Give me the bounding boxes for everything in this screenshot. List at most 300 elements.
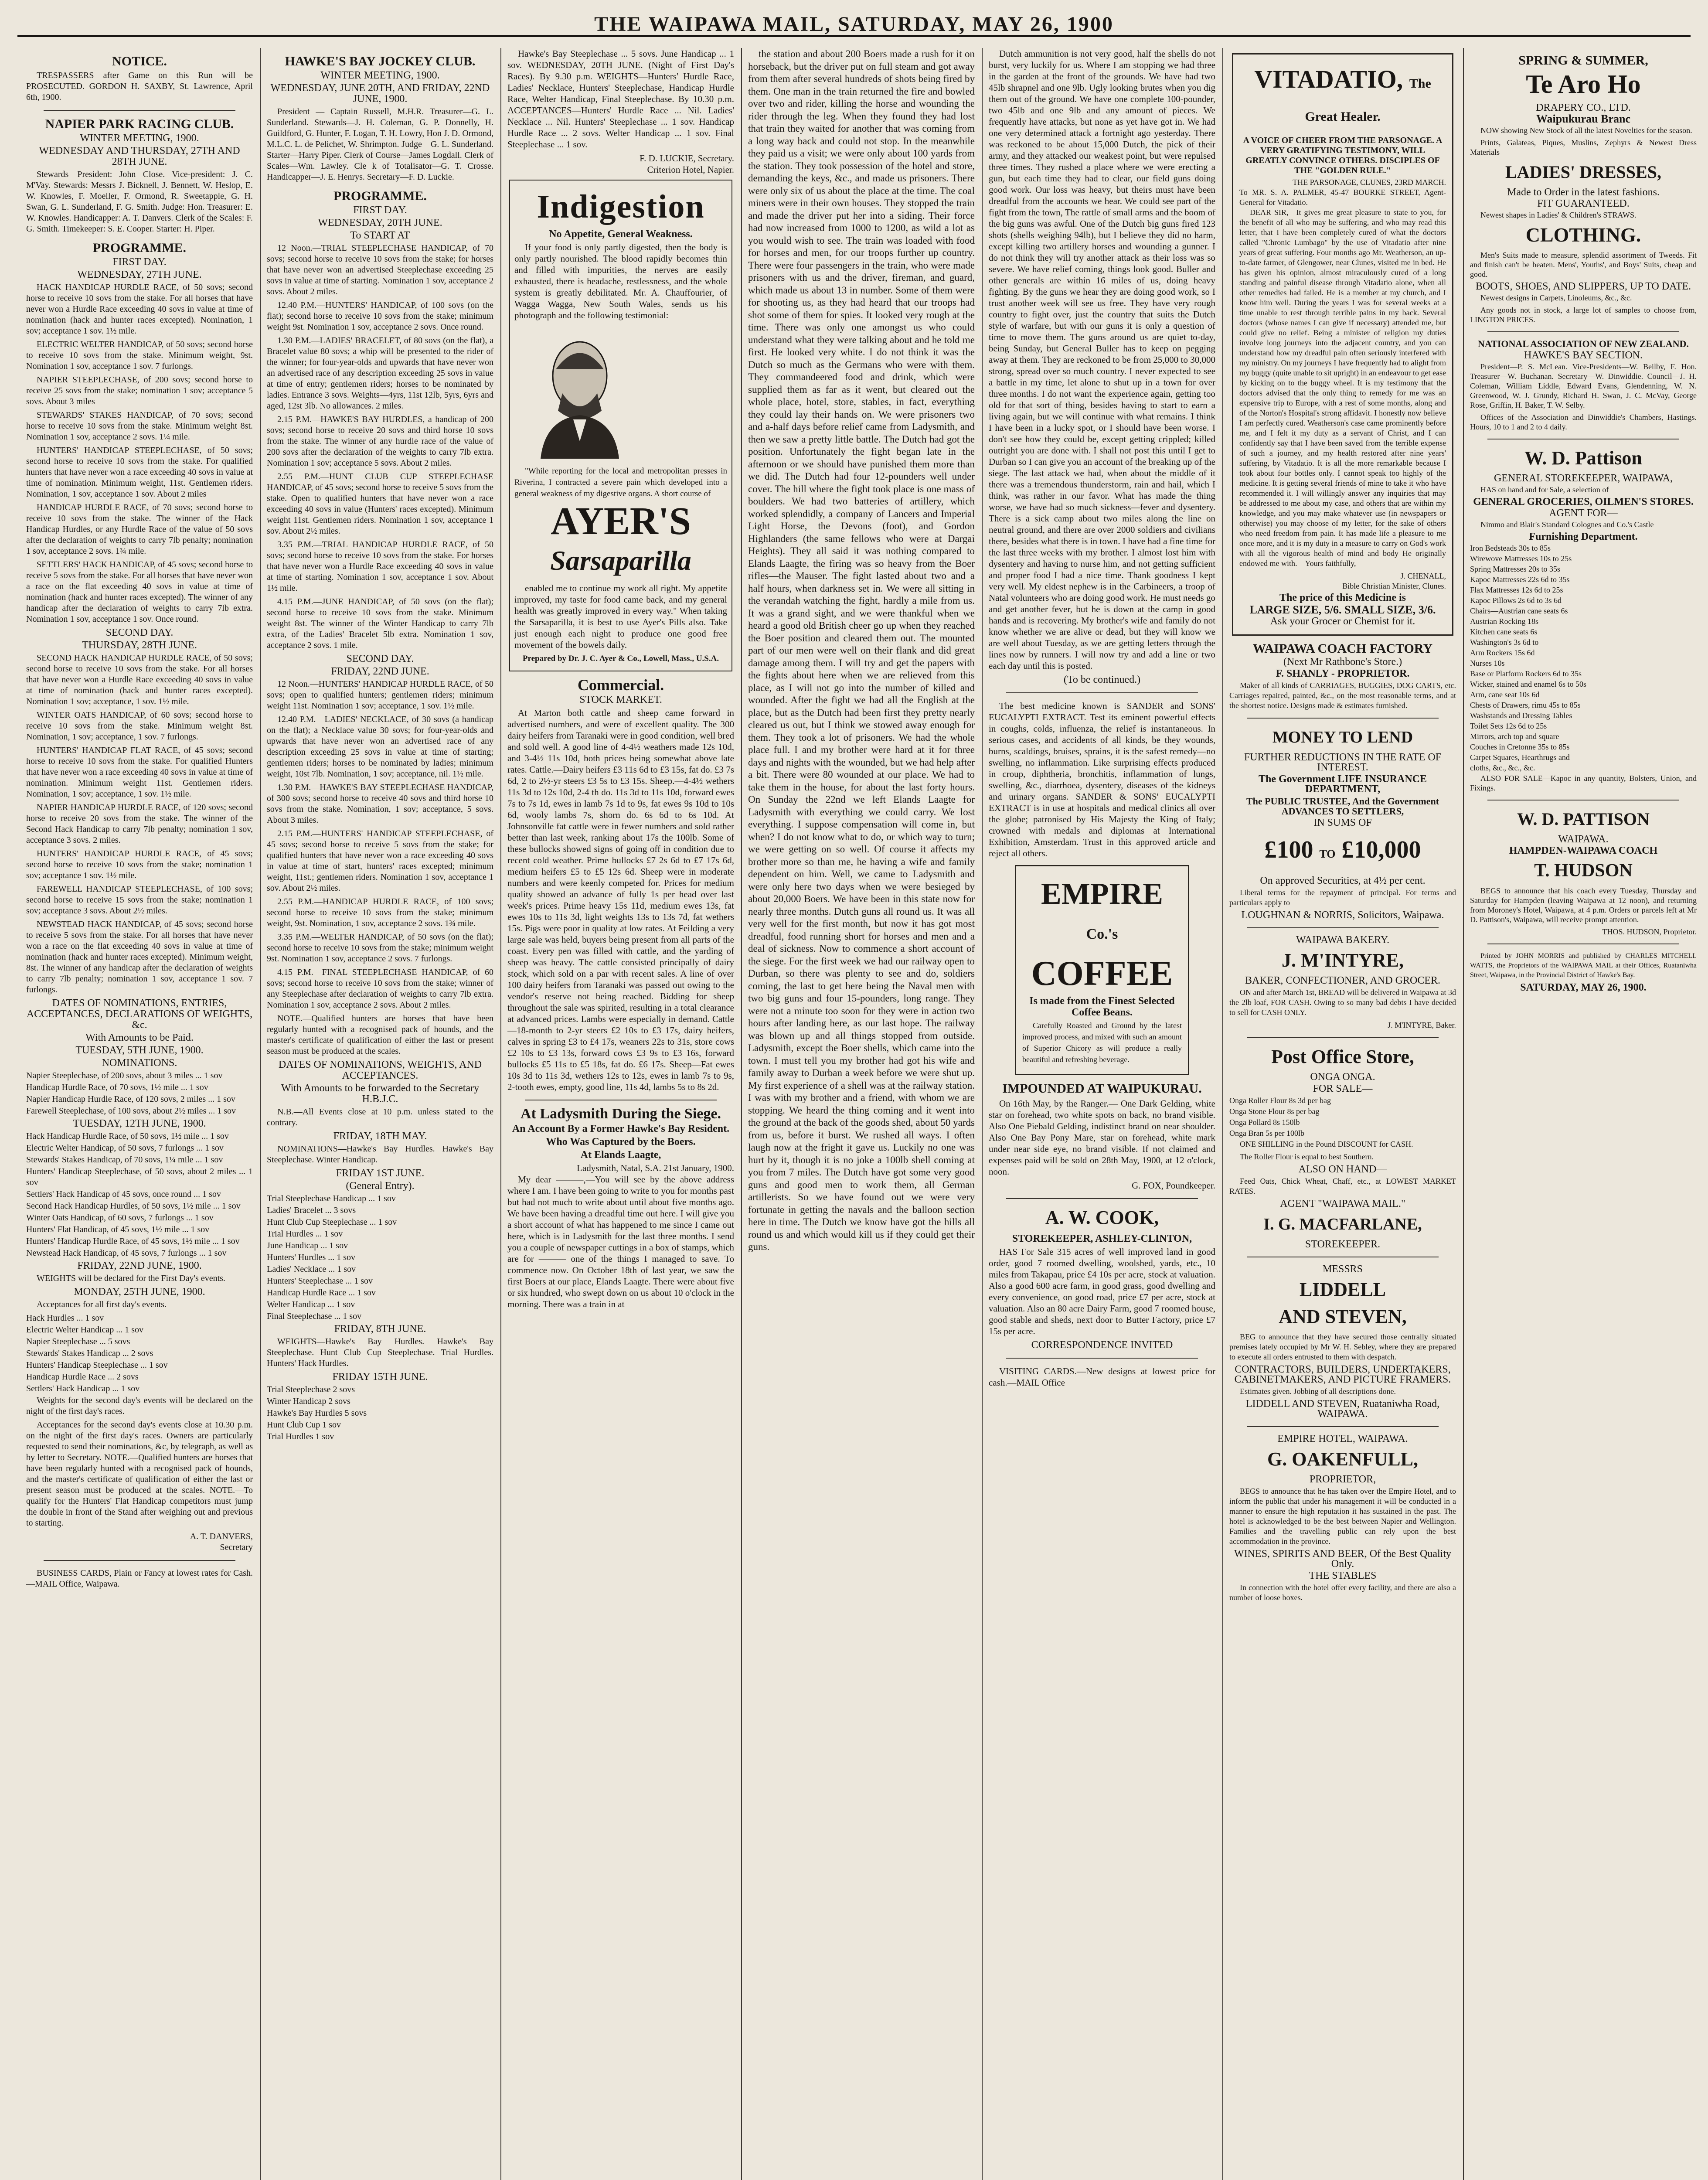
- first-day-date: WEDNESDAY, 27TH JUNE.: [77, 269, 202, 280]
- divider: [44, 1560, 235, 1561]
- liddell-text: BEG to announce that they have secured those centrally situated premises lately occupied by Mr W. H. Sebley, where they are prepared to execute all orders entrusted to them with despatch.: [1229, 1332, 1456, 1361]
- contractors: CONTRACTORS, BUILDERS, UNDERTAKERS, CABINETMAKERS, AND PICTURE FRAMERS.: [1234, 1364, 1451, 1385]
- list-item: Washstands and Dressing Tables: [1470, 711, 1572, 720]
- column-4: [748, 48, 975, 2180]
- empire-hotel: EMPIRE HOTEL, WAIPAWA.: [1277, 1433, 1408, 1444]
- pattison: W. D. Pattison: [1524, 447, 1642, 469]
- list-item: Hunters' Steeplechase ... 1 sov: [267, 1276, 373, 1286]
- ayers-advert: [509, 180, 732, 671]
- accept-list: [26, 1313, 253, 1394]
- column-rule: [1463, 48, 1464, 2180]
- list-item: Welter Handicap ... 1 sov: [267, 1300, 355, 1309]
- liddell: LIDDELL: [1299, 1279, 1386, 1300]
- for-sale: FOR SALE—: [1313, 1083, 1373, 1094]
- list-item: Newstead Hack Handicap, of 45 sovs, 7 furlongs ... 1 sov: [26, 1248, 227, 1258]
- portrait-illustration: [514, 328, 645, 459]
- race-item: 3.35 P.M.—TRIAL HANDICAP HURDLE RACE, of 50 sovs; second horse to receive 10 sovs from the stake. For horses that have never won a Hurdle Race exceeding 40 sovs in value at time of starting. Nomination 1 sov, acceptance 1 sov. About 1½ mile.: [267, 540, 493, 593]
- govt: The Government LIFE INSURANCE DEPARTMENT,: [1258, 773, 1427, 795]
- terms: Liberal terms for the repayment of principal. For terms and particulars apply to: [1229, 888, 1456, 907]
- dates-sub: With Amounts to be Paid.: [85, 1032, 194, 1043]
- stables-text: In connection with the hotel offer every facility, and there are also a number of loose boxes.: [1229, 1583, 1456, 1602]
- trustee: The PUBLIC TRUSTEE, And the Government ADVANCES TO SETTLERS,: [1246, 796, 1439, 817]
- list-item: Wirewove Mattresses 10s to 25s: [1470, 554, 1572, 563]
- ladysmith-title: At Ladysmith During the Siege.: [521, 1106, 721, 1122]
- sums: IN SUMS OF: [1313, 817, 1372, 828]
- sanders-text: The best medicine known is SANDER and SONS' EUCALYPTI EXTRACT. Test its eminent powerful effects in coughs, colds, influenza, the relief is instantaneous. In serious cases, and accidents of all kinds, be they wounds, burns, scaldings, bruises, sprains, it is the safest remedy—no swelling, no inflammation. Like surprising effects produced in croup, diphtheria, bronchitis, inflammation of lungs, swelling, &c., diarrhoea, dysentery, diseases of the kidneys and urinary organs. SANDER & SONS' EUCALYPTI EXTRACT is in use at hospitals and medical clinics all over the globe; patronised by His Majesty the King of Italy; crowned with medals and diplomas at International Exhibition, Amsterdam. Trust in this approved article and reject all others.: [989, 701, 1215, 858]
- second-day-date: THURSDAY, 28TH JUNE.: [82, 640, 197, 651]
- hudson: T. HUDSON: [1534, 861, 1633, 881]
- ladysmith-sub: An Account By a Former Hawke's Bay Resident.: [512, 1123, 730, 1134]
- accept-list: [267, 1384, 493, 1442]
- list-item: Chests of Drawers, rimu 45s to 85s: [1470, 701, 1581, 709]
- programme-title: PROGRAMME.: [333, 189, 427, 203]
- race-item: 4.15 P.M.—FINAL STEEPLECHASE HANDICAP, of 60 sovs; second horse to receive 10 sovs from the stake; winner of any Steeplechase after declaration of weights to carry 7lb extra. Nomination 1 sov, acceptance 2 sovs. About 2 miles.: [267, 967, 493, 1010]
- elands: At Elands Laagte,: [580, 1149, 661, 1161]
- list-item: Onga Stone Flour 8s per bag: [1229, 1107, 1320, 1116]
- list-item: Austrian Rocking 18s: [1470, 617, 1538, 626]
- column-7: [1470, 48, 1697, 2180]
- list-item: Winter Handicap 2 sovs: [267, 1397, 350, 1406]
- list-item: Trial Steeplechase Handicap ... 1 sov: [267, 1194, 396, 1203]
- race-item: 2.55 P.M.—HANDICAP HURDLE RACE, of 100 sovs; second horse to receive 10 sovs from the stake; minimum weight, 9st. Nomination, 1 sov, acceptance 2 sovs. 1¾ mile.: [267, 897, 493, 928]
- list-item: Kitchen cane seats 6s: [1470, 627, 1538, 636]
- second-day: SECOND DAY.: [346, 653, 414, 664]
- nom-list: [267, 1193, 493, 1322]
- list-item: Iron Bedsteads 30s to 85s: [1470, 544, 1551, 552]
- list-item: Hunters' Flat Handicap, of 45 sovs, 1½ mile ... 1 sov: [26, 1225, 210, 1234]
- column-6: [1229, 48, 1456, 2180]
- second-day-date: FRIDAY, 22ND JUNE.: [331, 666, 429, 677]
- list-item: Hawke's Bay Hurdles 5 sovs: [267, 1408, 367, 1418]
- napier-dates: WEDNESDAY AND THURSDAY, 27TH AND 28TH JUNE.: [39, 145, 240, 167]
- list-item: Hack Hurdles ... 1 sov: [26, 1313, 104, 1323]
- onga: ONGA ONGA.: [1310, 1071, 1375, 1083]
- to-word: TO: [1319, 848, 1336, 860]
- offices: Offices of the Association and Dinwiddie's Chambers, Hastings. Hours, 10 to 1 and 2 to 4 daily.: [1470, 413, 1697, 431]
- ad-address: Criterion Hotel, Napier.: [647, 164, 734, 175]
- list-item: Trial Steeplechase 2 sovs: [267, 1385, 355, 1394]
- imprint: Printed by JOHN MORRIS and published by CHARLES MITCHELL WATTS, the Proprietors of the WAIPAWA MAIL at their Offices, Ruataniwha Street, Waipawa, in the Provincial District of Hawke's Bay.: [1470, 952, 1697, 979]
- furnishing: Furnishing Department.: [1529, 531, 1638, 542]
- empire-coffee-advert: [1015, 865, 1189, 1075]
- first-day: FIRST DAY.: [112, 256, 167, 268]
- list-item: Second Hack Handicap Hurdles, of 50 sovs, 1½ mile ... 1 sov: [26, 1201, 241, 1211]
- list-item: Trial Hurdles 1 sov: [267, 1432, 334, 1441]
- friday3: FRIDAY, 8TH JUNE.: [334, 1323, 426, 1335]
- list-item: Arm, cane seat 10s 6d: [1470, 690, 1540, 699]
- hbjc-title: HAWKE'S BAY JOCKEY CLUB.: [285, 54, 476, 68]
- national: NATIONAL ASSOCIATION OF NEW ZEALAND.: [1478, 338, 1689, 349]
- article-text: the station and about 200 Boers made a rush for it on horseback, but the driver put on full steam and got away from them after several hundreds of shots being fired by them. One man in the train returned the fire and bowled over two and rider, killing the horse and wounding the rider through the leg. When they found they had lost that train they waited for another that was coming from a long way back and could not stop. In the meanwhile they paid us a visit; we were only about 100 yards from the station. They took possession of the hotel and store, demanding the keys, &c., and made us prisoners. There were only six of us about the place at the time. The coal miners were in their own houses. They stopped the train and made the driver put her into a siding. Their force had now increased from 1000 to 1200, as wild a lot as you would wish to see. The train was loaded with food for horses and men, for our troops further up country. There were four passengers in the train, who were made prisoners with us and the driver, fireman, and guard, which made us about 13 in number. Some of them were for shooting us, as they had heard that our troops had shot some of them for spies. It looked very rough at the time. There was only one amongst us who could understand what they were talking about and he told me first. He looked very white. I do not think it was the Dutch so much as the Germans who were with them. They commandeered food and drink, which were supplied them as far as it went, but cleared out the whole place, hotel, store, stables, in fact, everything they could lay their hands on. We were prisoners two and a-half days before relief came from Ladysmith, and then we saw a pretty little battle. The Dutch had got the position. Unfortunately the fight began late in the afternoon or we should have punished them more than we did. The Dutch had four 12-pounders well under cover. The hill where the fight took place is one mass of boulders. We had two batteries of artillery, which worked splendidly, a company of Lancers and Imperial Light Horse, the Devons (foot), and Gordon Highlanders (the same fellows who were at Dargai Heights). They all said it was nothing compared to Elands Laagte, the firing was so heavy from the Boer rifles—the Mauser. The fight lasted about two and a half hours, when darkness set in. We were all sitting in the verandah watching the fight, hardly a mile from us. It was a grand sight, and we were thankful when we heard a good old British cheer go up when they reached the Boer position and cleared them out. The mounted part of our men were well on their flank and did great damage among them. I will try and get the papers with the fights about here when we are relieved from this place, as I will not go into the number of killed and wounded. After the fight we had all the English at the place, but as the Dutch had been first they pretty nearly cleared us out, but I think we stowed away enough for them. They took a lot of prisoners. We had the whole place full. I and my brother were hard at it for three days and nights with the wounded, but we had help after a bit. There were 80 wounded at our place. We had to take them in the house, for about the last forty hours. On Sunday the 22nd we left Elands Laagte for Ladysmith with everything we could carry. We lost everything. I suppose compensation will come in, but when? I do not know what to do, or which way to turn; we were getting on so well. Of course it affects my brother more so than me, he having a wife and family dependent on him. Well, we came to Ladysmith and were only here two days when we were besieged by about 20,000 Boers. We have been in this state now for nearly three months. Dutch guns all round us. It was all very well for the first month, but now it has got most dreadful, food running short for horses and men and a deal of sickness. Now to commence a short account of the siege. For the first week we had our railway open to Durban, so there was plenty to see and do, soldiers coming, the last to get here being the Naval men with two big guns and four 15-pounders, long range. They were not a minute too soon for they were in action two hours after landing here, as our last hope. The railway was blown up and all things stopped from outside. Ladysmith, except the Boer shells, which came into the town. I must tell you my brother had got his wife and family away to Durban a week before we were shut up. My first experience of a shell was at the railway station. I was with my brother and a friend, with whom we are stopping. We heard the thing coming and it went into the ground at the back of the goods shed, about 50 yards from us, before it burst. We rushed all ways. I often laugh now at the fright it gave us. Luckily no one was hurt by it, though it is no joke a 100lb shell coming at you from 7 miles. The Dutch have got some very good guns and good men to work them, all German artillerists. So we have found out we were very fortunate in getting the navals and the balloon section here in time. The Dutch we know have got the hills all round us and which would kill us if they could get their guns.: [748, 48, 975, 1252]
- hampden: HAMPDEN-WAIPAWA COACH: [1509, 845, 1658, 856]
- nom-list: [26, 1070, 253, 1117]
- column-rule: [500, 48, 501, 2180]
- coffee-made: Is made from the Finest Selected Coffee Beans.: [1029, 995, 1175, 1018]
- race-item: NAPIER STEEPLECHASE, of 200 sovs; second horse to receive 25 sovs from the stake; nomination 1 sov; acceptance 5 sovs. About 3 miles: [26, 375, 253, 406]
- race-item: HANDICAP HURDLE RACE, of 70 sovs; second horse to receive 10 sovs from the stake. The winner of the Hack Handicap Hurdles, or any Hurdle Race of the value of 50 sovs after the declaration of weights to carry 7lb penalty; nomination 1 sov, acceptance 2 sovs. 1¾ mile.: [26, 503, 253, 556]
- mintyre-sub: BAKER, CONFECTIONER, AND GROCER.: [1245, 975, 1441, 986]
- race-item: ELECTRIC WELTER HANDICAP, of 50 sovs; second horse to receive 10 sovs from the stake. Minimum weight, 9st. Nomination 1 sov, acceptance 1 sov. 7 furlongs.: [26, 340, 253, 371]
- divider: [1247, 1426, 1439, 1427]
- notice-text: TRESPASSERS after Game on this Run will be PROSECUTED. GORDON H. SAXBY, St. Lawrence, April 6th, 1900.: [26, 71, 253, 102]
- one-shilling: ONE SHILLING in the Pound DISCOUNT for CASH.: [1240, 1140, 1413, 1148]
- column-rule: [1222, 48, 1223, 2180]
- list-item: Napier Steeplechase, of 200 sovs, about 3 miles ... 1 sov: [26, 1071, 223, 1080]
- divider: [1247, 718, 1439, 719]
- rules-text: Acceptances for the second day's events close at 10.30 p.m. on the night of the first day's races. Owners are particularly requested to send their nominations, &c, by telegraph, as well as by letter to Secretary. NOTE.—Qualified hunters are horses that have been regularly hunted with a recognised pack of hounds, and the master's certificate of qualification of either the last or present season must be produced at the scales. NOTE.—To qualify for the Hunters' Flat Handicap competitors must jump the double in front of the Stand after weighing out and previous to starting.: [26, 1420, 253, 1528]
- hbjc-dates: WEDNESDAY, JUNE 20TH, AND FRIDAY, 22ND JUNE, 1900.: [270, 82, 490, 105]
- column-5: [989, 48, 1215, 2180]
- showing: NOW showing New Stock of all the latest Novelties for the season.: [1480, 126, 1692, 135]
- steven: AND STEVEN,: [1279, 1306, 1407, 1327]
- list-item: Hunters' Handicap Hurdle Race, of 45 sovs, 1½ mile ... 1 sov: [26, 1236, 240, 1246]
- indigestion-sub: No Appetite, General Weakness.: [549, 228, 693, 240]
- empire-heading: [1022, 877, 1182, 952]
- also: ALSO ON HAND—: [1298, 1164, 1387, 1175]
- column-rule: [982, 48, 983, 2180]
- letter-text: My dear ———,—You will see by the above address where I am. I have been going to write to you for months past but had not much to write about until about five months ago. We have been having a dreadful time out here. I will give you a short account of what has happened to me since I came out here, which is in Ladysmith for the last three months. I send you a couple of newspaper cuttings in a box of stamps, which are for ——— one of the things I managed to save. To commence now. On October 18th of last year, we saw the first Boers at our place, Elands Laagte. There were about five or six hundred, who swept down on us about 10 o'clock in the morning. There was a train in at: [507, 1174, 734, 1309]
- list-item: Hunters' Handicap Steeplechase ... 1 sov: [26, 1360, 168, 1370]
- race-item: NAPIER HANDICAP HURDLE RACE, of 120 sovs; second horse to receive 20 sovs from the stake. The winner of the Second Hack Handicap to carry 7lb penalty; nomination 1 sov, acceptance 3 sovs. 2 miles.: [26, 803, 253, 845]
- race-item: 3.35 P.M.—WELTER HANDICAP, of 50 sovs (on the flat); second horse to receive 10 sovs from the stake; minimum weight 9st. Nomination 1 sov, acceptance 2 sovs. 7 furlongs.: [267, 932, 493, 964]
- roller: The Roller Flour is equal to best Southern.: [1240, 1152, 1374, 1161]
- start-label: To START AT: [350, 230, 410, 241]
- dates-sub: With Amounts to be forwarded to the Secretary H.B.J.C.: [281, 1083, 480, 1105]
- ladysmith-sub2: Who Was Captured by the Boers.: [546, 1136, 696, 1148]
- note: NOTE.—Qualified hunters are horses that have been regularly hunted with a recognised pack of hounds, and the master's certificate of qualification of either the last or present season must be produced at the scales.: [267, 1014, 493, 1056]
- race-item: 2.15 P.M.—HAWKE'S BAY HURDLES, a handicap of 200 sovs; second horse to receive 20 sovs and third horse 10 sovs from the stake. The winner of any hurdle race of the value of 200 sovs after the declaration of the weights to carry 7lb extra. Nomination 1 sov; acceptance 5 sovs. About 2 miles.: [267, 415, 493, 468]
- programme-title: PROGRAMME.: [92, 241, 187, 255]
- drapery: DRAPERY CO., LTD.: [1536, 102, 1631, 113]
- sale-list: [1229, 1096, 1456, 1138]
- list-item: Trial Hurdles ... 1 sov: [267, 1229, 343, 1239]
- list-item: Settlers' Hack Handicap ... 1 sov: [26, 1384, 140, 1393]
- list-item: Stewards' Stakes Handicap, of 70 sovs, 1¼ mile ... 1 sov: [26, 1155, 223, 1165]
- vitadatio-name: VITADATIO,: [1254, 65, 1403, 93]
- column-1: [26, 48, 253, 2180]
- agent: AGENT "WAIPAWA MAIL.": [1280, 1198, 1405, 1209]
- testimonial: "While reporting for the local and metropolitan presses in Riverina, I contracted a severe pain which developed into a general weakness of my digestive organs. A short course of: [514, 467, 727, 498]
- price-title: The price of this Medicine is: [1279, 592, 1406, 603]
- commercial-heading: Commercial.: [577, 676, 664, 694]
- general-store: GENERAL STOREKEEPER, WAIPAWA,: [1494, 473, 1673, 484]
- list-item: Arm Rockers 15s 6d: [1470, 648, 1535, 657]
- race-item: 12 Noon.—HUNTERS' HANDICAP HURDLE RACE, of 50 sovs; open to qualified hunters; gentlemen riders; minimum weight 11st. Nomination 1 sov; acceptance, 1 sov. 1½ mile.: [267, 679, 493, 711]
- approved: On approved Securities, at 4½ per cent.: [1260, 875, 1426, 886]
- messrs: MESSRS: [1322, 1264, 1363, 1275]
- waipukurau: Waipukurau Branc: [1536, 112, 1630, 125]
- nominations: NOMINATIONS—Hawke's Bay Hurdles. Hawke's Bay Steeplechase. Winter Handicap.: [267, 1144, 493, 1165]
- mintyre-sig: J. M'INTYRE, Baker.: [1388, 1021, 1456, 1029]
- list-item: Base or Platform Rockers 6d to 35s: [1470, 669, 1582, 678]
- friday4: FRIDAY 15TH JUNE.: [332, 1371, 428, 1383]
- list-item: Onga Bran 5s per 100lb: [1229, 1129, 1304, 1138]
- list-item: Handicap Hurdle Race ... 1 sov: [267, 1288, 376, 1298]
- tuesday2: TUESDAY, 12TH JUNE, 1900.: [73, 1118, 206, 1129]
- ayers-name: AYER'S: [551, 500, 691, 543]
- hbjc-continued: Hawke's Bay Steeplechase ... 5 sovs. June Handicap ... 1 sov. WEDNESDAY, 20TH JUNE. (Night of First Day's Races). By 9.30 p.m. WEIGHTS—Hunters' Hurdle Race, Ladies' Necklace, Hunters' Steeplechase, Handicap Hurdle Race, Welter Handicap, Final Steeplechase. By 10.30 p.m. ACCEPTANCES—Hunters' Hurdle Race ... Nil. Ladies' Necklace ... Nil. Hunters' Steeplechase ... 1 sov. Handicap Hurdle Race ... 2 sovs. Welter Handicap ... 1 sov. Final Steeplechase ... 1 sov.: [507, 48, 734, 150]
- loughnan: LOUGHNAN & NORRIS, Solicitors, Waipawa.: [1241, 909, 1444, 921]
- accept-note: Acceptances for all first day's events.: [37, 1300, 167, 1309]
- nominations: NOMINATIONS.: [102, 1057, 177, 1069]
- price: LARGE SIZE, 5/6. SMALL SIZE, 3/6.: [1249, 603, 1436, 616]
- list-item: cloths, &c., &c., &c.: [1470, 763, 1535, 772]
- race-item: HUNTERS' HANDICAP FLAT RACE, of 45 sovs; second horse to receive 10 sovs from the stake. For qualified Hunters that have never won a race exceeding 40 sovs in value at time of nomination. Minimum weight 11st. Gentlemen riders. Nomination, 1 sov; acceptance, 1 sov. 1½ mile.: [26, 746, 253, 799]
- impounded-title: IMPOUNDED AT WAIPUKURAU.: [1002, 1081, 1202, 1096]
- list-item: Toilet Sets 12s 6d to 25s: [1470, 722, 1547, 730]
- bakery: WAIPAWA BAKERY.: [1296, 934, 1390, 946]
- vitadatio-heading: [1239, 65, 1446, 131]
- list-item: Napier Steeplechase ... 5 sovs: [26, 1337, 130, 1346]
- oakenfull: G. OAKENFULL,: [1267, 1448, 1418, 1470]
- shapes: Newest shapes in Ladies' & Children's STRAWS.: [1480, 211, 1637, 219]
- pattison2: W. D. PATTISON: [1517, 809, 1650, 829]
- proprietor: PROPRIETOR,: [1309, 1474, 1376, 1485]
- business-cards: BUSINESS CARDS, Plain or Fancy at lowest rates for Cash.—MAIL Office, Waipawa.: [26, 1568, 253, 1589]
- stables: THE STABLES: [1309, 1570, 1377, 1581]
- list-item: Hunt Club Cup 1 sov: [267, 1420, 341, 1430]
- divider: [1487, 331, 1679, 332]
- prints: Prints, Galateas, Piques, Muslins, Zephyrs & Newest Dress Materials: [1470, 138, 1697, 157]
- weights: WEIGHTS—Hawke's Bay Hurdles. Hawke's Bay Steeplechase. Hunt Club Cup Steeplechase. Trial Hurdles. Hunters' Hack Hurdles.: [267, 1337, 493, 1368]
- money-heading: MONEY TO LEND: [1272, 728, 1413, 746]
- coffee-text: Carefully Roasted and Ground by the latest improved process, and mixed with such an amount of Superior Chicory as will produce a really beautiful and refreshing beverage.: [1022, 1021, 1182, 1064]
- list-item: Onga Roller Flour 8s 3d per bag: [1229, 1096, 1331, 1105]
- parsonage: THE PARSONAGE, CLUNES, 23RD MARCH.: [1293, 178, 1446, 187]
- list-item: Final Steeplechase ... 1 sov: [267, 1311, 362, 1321]
- race-item: 1.30 P.M.—LADIES' BRACELET, of 80 sovs (on the flat), a Bracelet value 80 sovs; a whip will be presented to the rider of the winner; for four-year-olds and upwards that have never won an advertised race of any description exceeding 25 sovs in value at time of entry; gentlemen riders; horses to be nominated by ladies. Entrance 3 sovs. Weights—4yrs, 11st 12lb, 5yrs, 6yrs and aged, 12st 3lb. No allowances. 2 miles.: [267, 336, 493, 411]
- vitadatio-signature: J. CHENALL,: [1400, 572, 1446, 580]
- list-item: Hunt Club Cup Steeplechase ... 1 sov: [267, 1217, 397, 1227]
- monday: MONDAY, 25TH JUNE, 1900.: [74, 1286, 205, 1298]
- vitadatio-role: Bible Christian Minister, Clunes.: [1342, 582, 1446, 590]
- liddell-sig: LIDDELL AND STEVEN, Ruataniwha Road, WAIPAWA.: [1245, 1398, 1440, 1420]
- empire-word: EMPIRE: [1041, 877, 1163, 911]
- list-item: Farewell Steeplechase, of 100 sovs, about 2½ miles ... 1 sov: [26, 1106, 236, 1116]
- hudson-sig: THOS. HUDSON, Proprietor.: [1602, 927, 1697, 936]
- list-item: Carpet Squares, Hearthrugs and: [1470, 753, 1570, 762]
- divider: [1006, 692, 1198, 693]
- designs: Newest designs in Carpets, Linoleums, &c., &c.: [1480, 293, 1632, 302]
- stock-market: STOCK MARKET.: [579, 694, 662, 705]
- macfarlane-sub: STOREKEEPER.: [1305, 1239, 1381, 1250]
- ad-signature: F. D. LUCKIE, Secretary.: [640, 153, 734, 164]
- officers: President—P. S. McLean. Vice-Presidents—W. Beilby, F. Hon. Treasurer—W. Buchanan. Secretary—W. Dinwiddie. Council—J. H. Coleman, William Liddle, Edward Evans, Glendenning, W. N. Greenwood, W. J. Grundy, Richard H. Swan, J. C. McVay, George Rose, Griffin, H. Baker, T. W. Selby.: [1470, 362, 1697, 409]
- race-item: FAREWELL HANDICAP STEEPLECHASE, of 100 sovs; second horse to receive 15 sovs from the stake; nomination 1 sov; acceptance 3 sovs. About 2½ miles.: [26, 884, 253, 916]
- tuesday: TUESDAY, 5TH JUNE, 1900.: [75, 1045, 204, 1056]
- shanly: F. SHANLY - PROPRIETOR.: [1276, 668, 1410, 679]
- post-office: Post Office Store,: [1271, 1046, 1414, 1067]
- list-item: Hack Handicap Hurdle Race, of 50 sovs, 1½ mile ... 1 sov: [26, 1131, 229, 1141]
- stock-text: At Marton both cattle and sheep came forward in advertised numbers, and were of excellent quality. The 300 dairy heifers from Taranaki were in good condition, well bred and sold well. A good line of 4-4½ weathers made 12s 10d, and 3-4½ 11s 10d, both prices being somewhat above late rates. Cattle.—Dairy heifers £3 11s 6d to £3 15s, fat do. £3 7s 6d, 2 to 2½-yr steers £3 5s to £3 15s. Sheep.—4-4½ wethers 11s 3d to 12s 10d, 2-4 th do. 11s 3d to 11s 10d, forward ewes 7s to 7s 1d, ewes in lamb 7s 1d to 9s, fat ewes 9s 10d to 10s 6d, wooly lambs 7s, shorn do. 6s 6d to 6s 10d. At Johnsonville fat cattle were in fewer numbers and sold rather better than last week, ranking about 17s the 100lb. Some of these bullocks showed signs of going off in condition due to recent cold weather. Prime bullocks £7 2s 6d to £7 17s 6d, medium heifers £5 to £5 12s 6d. Sheep were in moderate numbers and were keenly competed for. Prices for medium quality showed an advance of fully 1s per head over last week's prices. Prime heavy 15s 11d, medium ewes 13s, fat ewes 10s to 11s 3d, light weights 13s to 13s 7d, fat wethers 15s. Pigs were poor in quality at low rates. At Feilding a very large sale was held, buyers being present from all parts of the coast. Every pen was filled with cattle, and the yarding of sheep was heavy. The cattle consisted principally of dairy stock, which sold on a par with recent sales. A line of over 100 dairy heifers from Taranaki was passed out owing to the vendor's reserve not being reached. Bidding for sheep throughout the sale was spirited, resulting in a total clearance at advanced prices. Lambs were especially in demand. Cattle—18-month to 2-yr steers £2 10s to £3 17s, dairy heifers, calves in spring £3 to £4 17s, weaners 22s to 31s, store cows £2 10s to £3 13s, forward cows £3 9s to £3 16s, forward bullocks £5 11s to £5 18s, fat do. £6 17s. Sheep—Fat ewes 10s 3d to 11s 3d, wethers 12s to 12s, ewes in lamb 7s to 9s, 2-tooth ewes, empty, good line, 11s 4d, lambs 5s to 8s 2d.: [507, 708, 734, 1092]
- list-item: Napier Handicap Hurdle Race, of 120 sovs, 2 miles ... 1 sov: [26, 1094, 235, 1104]
- list-item: Ladies' Necklace ... 1 sov: [267, 1264, 356, 1274]
- stewards: Stewards—President: John Close. Vice-president: J. C. M'Vay. Stewards: Messrs J. Bicknell, J. Bennett, W. Heslop, E. W. Knowles, F. Moeller, F. Ormond, R. Sweetapple, G. H. Swan, G. L. Sunderland, F. G. Smith. Judge: Hon. Treasurer: E. W. Knowles. Handicapper: A. T. Danvers. Clerk of the Scales: F. G. Smith. Timekeeper: S. E. Cooper. Starter: H. Piper.: [26, 170, 253, 234]
- also-sale: ALSO FOR SALE—Kapoc in any quantity, Bolsters, Union, and Fixings.: [1470, 774, 1697, 792]
- list-item: Mirrors, arch top and square: [1470, 732, 1559, 741]
- article-text: Dutch ammunition is not very good, half the shells do not burst, very luckily for us. Where I am stopping we had three in the garden at the front of the grounds. We have had two 45lb shrapnel and one 9lb. Ugly looking brutes when you dig them out of the ground. We have one complete 100-pounder, two 45lb and one 9lb and any amount of pieces. We frequently have attacks, but none as yet have got in. We had one very determined attack a fortnight ago yesterday. There was reckoned to be about 15,000 Dutch, the pick of their army, and they attacked our weakest point, but were repulsed three times. They rushed a place where we were erecting a gun, but each time they had to clear, our field guns doing good work. Our loss was heavy, but theirs must have been dreadful from the accounts we hear. We could see part of the fight from the town, The rattle of small arms and the boom of the big guns was awful. One of the Dutch big guns fired 123 shots (shells weighing 94lb), but I believe they did no harm, except killing two artillery horses and wounding a gunner. I do not think they will try another attack as their loss was so severe. We have relief coming, things look good. Buller and other generals are within 16 miles of us, doing heavy fighting. By the guns we hear they are doing good work, so I trust another week will see us free. They have very rough country to fight over, just the country that suits the Dutch style of warfare, but with our guns it is only a question of time to move them. The guns around us are quiet to-day, being Sunday, but General Buller has to keep on pegging away at them. They are reckoned to be from 25,000 to 30,000 strong, spread over so much country. I never expected to see a battle in my time, let alone to shut up in a town for over three months. I do not want the experience again, getting too old for that sort of thing, besides having to start to earn a living again, but we will continue with what remains. I think I have been in a lucky spot, or I should have been worse. I don't see how they could be, except getting crippled; killed outright you are done with. I shall not post this until I get to Durban so I can give you an account of the breaking up of the siege. The last attack we had, when about the middle of it there was a tremendous thunderstorm, rain and hail, which I think, was rather in our favor. What has made the thing worse, we have had so much sickness—fever and dysentery. There is a sick camp about two miles along the line on neutral ground, and there are over 2000 soldiers and civilians there, besides what there is in town. I have had a fine time for the last three weeks with my brother. I almost lost him with dysentery and having to nurse him, and not getting sufficient and proper food I had a nice time. Thank goodness I kept very well. My eldest nephew is in the Carbineers, a troop of Natal volunteers who are doing good work. He must needs go and get another fever, but he is down at the camp in good hands and is recovering. My brother's wife and family do not know whether we are alive or dead, but they will know we are well about Tuesday, as we are getting letters through the lines now by runners. I will now try and add a line or two each day until this is posted.: [989, 48, 1215, 671]
- race-item: WINTER OATS HANDICAP, of 60 sovs; second horse to receive 10 sovs from the stake. Minimum weight 8st. Nomination, 1 sov; acceptance, 1 sov. 7 furlongs.: [26, 710, 253, 742]
- list-item: Electric Welter Handicap, of 50 sovs, 7 furlongs ... 1 sov: [26, 1143, 224, 1153]
- ayers-maker: Prepared by Dr. J. C. Ayer & Co., Lowell, Mass., U.S.A.: [522, 654, 719, 663]
- weights-note2: Weights for the second day's events will be declared on the night of the first day's races.: [26, 1396, 253, 1416]
- officials: President — Captain Russell, M.H.R. Treasurer—G. L. Sunderland. Stewards—J. H. Coleman, G. P. Donnelly, H. Guildford, G. Hunter, F. Logan, T. H. Lowry, Hon J. D. Ormond, M.L.C. L. de Pelichet, W. Shrimpton. Judge—G. L. Sunderland. Starter—Harry Piper. Clerk of Course—James Logdall. Clerk of Scales—Wm. Lawley. Cle k of Totalisator—G. T. Crosse. Handicapper—J. E. Henrys. Secretary—F. D. Luckie.: [267, 107, 493, 182]
- money-sub: FURTHER REDUCTIONS IN THE RATE OF INTEREST.: [1244, 752, 1442, 773]
- cook-sub: STOREKEEPER, ASHLEY-CLINTON,: [1012, 1233, 1192, 1244]
- vitadatio-letter: DEAR SIR,—It gives me great pleasure to state to you, for the benefit of all who may be suffering, and who may read this letter, that I have been completely cured of what the doctors called "Chronic Lumbago" by the use of Vitadatio after nine years of great suffering. Four months ago Mr. Weatherson, an up-to-date farmer, of Glengower, near Clunes, visited me in bed. He has given his opinion, almost miraculously cured of a long standing and painful disease through Vitadatio alone, when all other remedies had failed. He is a member at my church, and I know him well. During the years I was for several weeks at a time unable to rest through terrible pains in my back. Several doctors (whose names I can give if necessary) attended me, but could give no relief. Being a minister of religion my duties involve long journeys into the adjacent country, and you can understand how my dreadful pain often seriously interfered with my ministry. On my journeys I have frequently had to alight from my buggy (quite unable to sit upright) in an endeavour to get ease by kicking on to the buggy wheel. It is my testimony that the doctors advised that the only thing to remedy for me was an expensive trip to Europe, with a rest of some months, along and of the Norton's Hospital's strong affidavit. I honestly now believe I am perfectly cured. Weatherson's case came prominently before me, and I felt it my duty as a servant of Christ, and I can confidently say that I have been saved from the terrible expense of such a journey, and my health restored after nine years' suffering, by Vitadatio. It is all the more remarkable because I took about four bottles only. I cannot speak too highly of the medicine. It is getting several friends of mine to take it who have recommended it. I will willingly answer any inquiries that may be addressed to me about my case, and others that are within my knowledge, and you may make whatever use (in newspapers or otherwise) you may choose of my letter, for the sake of others who need freedom from pain. It has made life a pleasure to me once more, and it is my duty in a measure to carry on God's work with all the vigorous health of mind and body He originally endowed me with.—Yours faithfully,: [1239, 208, 1446, 568]
- indigestion-text: If your food is only partly digested, then the body is only partly nourished. The blood rapidly becomes thin and filled with impurities, the nerves are easily exhausted, there is headache, restlessness, and the whole system is greatly debilitated. Mr. A. Chauffourier, of Wagga Wagga, New South Wales, sends us his photograph and the following testimonial:: [514, 242, 727, 320]
- race-item: 12 Noon.—TRIAL STEEPLECHASE HANDICAP, of 70 sovs; second horse to receive 10 sovs from the stake; for horses that have never won an advertised Steeplechase exceeding 25 sovs in value at time of starting. Nomination 1 sov, acceptance 2 sovs. About 2 miles.: [267, 243, 493, 296]
- ayers-text: enabled me to continue my work all right. My appetite improved, my taste for food came back, and my general health was greatly improved in every way." When taking the Sarsaparilla, it is best to use Ayer's Pills also. Take just enough each night to produce one good free movement of the bowels daily.: [514, 583, 727, 650]
- also-text: Feed Oats, Chick Wheat, Chaff, etc., at LOWEST MARKET RATES.: [1229, 1177, 1456, 1196]
- list-item: Settlers' Hack Handicap of 45 sovs, once round ... 1 sov: [26, 1189, 221, 1199]
- indigestion-heading: Indigestion: [537, 188, 705, 225]
- sarsaparilla-name: Sarsaparilla: [550, 545, 691, 576]
- shanly-text: Maker of all kinds of CARRIAGES, BUGGIES, DOG CARTS, etc. Carriages repaired, painted, &c., on the most reasonable terms, and at the shortest notice. Designs made & estimates furnished.: [1229, 681, 1456, 710]
- race-item: 1.30 P.M.—HAWKE'S BAY STEEPLECHASE HANDICAP, of 300 sovs; second horse to receive 40 sovs and third horse 10 sovs from the stake. Nomination, 1 sov; acceptance, 5 sovs. About 3 miles.: [267, 783, 493, 825]
- vitadatio-sub: The Great Healer.: [1305, 76, 1431, 124]
- wines: WINES, SPIRITS AND BEER, Of the Best Quality Only.: [1234, 1548, 1451, 1570]
- list-item: Handicap Hurdle Race, of 70 sovs, 1½ mile ... 1 sov: [26, 1083, 208, 1092]
- coach-factory: WAIPAWA COACH FACTORY: [1252, 641, 1433, 656]
- race-item: NEWSTEAD HACK HANDICAP, of 45 sovs; second horse to receive 5 sovs from the stake. For all horses that have never won a race on the flat exceeding 40 sovs in value at time of nomination (hack and hunter races excepted). Minimum weight, 8st. The winner of any handicap after the declaration of weights to carry 7lb penalty; nomination 1 sov, acceptance 1 sov. 7 furlongs.: [26, 920, 253, 995]
- amounts: [1229, 832, 1456, 872]
- estimates: Estimates given. Jobbing of all descriptions done.: [1240, 1387, 1396, 1396]
- vitadatio-to: To MR. S. A. PALMER, 45-47 BOURKE STREET, Agent-General for Vitadatio.: [1239, 188, 1446, 207]
- list-item: Winter Oats Handicap, of 60 sovs, 7 furlongs ... 1 sov: [26, 1213, 214, 1223]
- oakenfull-text: BEGS to announce that he has taken over the Empire Hotel, and to inform the public that under his management it will be conducted in a manner to ensure the high reputation it has sustained in the past. The hotel is acknowledged to be the best between Napier and Wellington. Families and the travelling public can rely upon the best accommodation in the province.: [1229, 1487, 1456, 1546]
- masthead-title: THE WAIPAWA MAIL, SATURDAY, MAY 26, 1900: [594, 13, 1114, 36]
- list-item: Onga Pollard 8s 150lb: [1229, 1118, 1300, 1127]
- correspondence: CORRESPONDENCE INVITED: [1031, 1339, 1173, 1351]
- race-item: SETTLERS' HACK HANDICAP, of 45 sovs; second horse to receive 5 sovs from the stake. For all horses that have never won a race on the flat exceeding 40 sovs in value at time of nomination (hack and hunter races excepted). The winner of any handicap after the declaration of weights to carry 7lb extra. Nomination 1 sov, acceptance 1 sov. Once round.: [26, 560, 253, 624]
- boots: BOOTS, SHOES, AND SLIPPERS, UP TO DATE.: [1475, 281, 1691, 292]
- list-item: Hunters' Hurdles ... 1 sov: [267, 1253, 356, 1262]
- list-item: Kapoc Mattresses 22s 6d to 35s: [1470, 575, 1570, 584]
- list-item: Handicap Hurdle Race ... 2 sovs: [26, 1372, 139, 1382]
- friday: FRIDAY, 18TH MAY.: [333, 1131, 427, 1142]
- agent-for: AGENT FOR—: [1549, 508, 1618, 519]
- mintyre: J. M'INTYRE,: [1282, 950, 1404, 971]
- list-item: Electric Welter Handicap ... 1 sov: [26, 1325, 144, 1335]
- macfarlane: I. G. MACFARLANE,: [1263, 1215, 1422, 1233]
- list-item: Spring Mattresses 20s to 35s: [1470, 565, 1560, 573]
- notice-title: NOTICE.: [112, 54, 167, 68]
- furn-list: [1470, 543, 1697, 773]
- nom-list2: [26, 1131, 253, 1259]
- spring: SPRING & SUMMER,: [1518, 53, 1648, 68]
- amount1: £100: [1264, 836, 1313, 863]
- column-rule: [741, 48, 742, 2180]
- coffee-heading: COFFEE: [1031, 954, 1173, 993]
- empire-co: Co.'s: [1086, 926, 1118, 942]
- friday2: FRIDAY 1ST JUNE.: [336, 1168, 425, 1179]
- impounded-sig: G. FOX, Poundkeeper.: [1132, 1180, 1215, 1191]
- nimmo: Nimmo and Blair's Standard Colognes and Co.'s Castle: [1480, 520, 1654, 529]
- has-on-hand: HAS on hand and for Sale, a selection of: [1480, 485, 1609, 494]
- signature-role: Secretary: [220, 1543, 253, 1552]
- divider: [1247, 927, 1439, 928]
- visiting-cards: VISITING CARDS.—New designs at lowest price for cash.—MAIL Office: [989, 1366, 1215, 1388]
- first-day: FIRST DAY.: [353, 204, 407, 216]
- list-item: Ladies' Bracelet ... 3 sovs: [267, 1206, 356, 1215]
- race-item: 4.15 P.M.—JUNE HANDICAP, of 50 sovs (on the flat); second horse to receive 10 sovs from the stake. Minimum weight 8st. The winner of the Winter Handicap to carry 7lb extra, of the Ladies' Bracelet 5lb extra. Nomination 1 sov, acceptance 2 sovs. 1 mile.: [267, 597, 493, 650]
- dates-title: DATES OF NOMINATIONS, ENTRIES, ACCEPTANCES, DECLARATIONS OF WEIGHTS, &c.: [26, 998, 253, 1031]
- race-item: 12.40 P.M.—HUNTERS' HANDICAP, of 100 sovs (on the flat); second horse to receive 10 sovs from the stake; minimum weight 9st. Nomination 1 sov, acceptance 2 sovs. Once round.: [267, 300, 493, 332]
- vitadatio-voice: A VOICE OF CHEER FROM THE PARSONAGE. A VERY GRATIFYING TESTIMONY, WILL GREATLY CONVINCE OTHERS. DISCIPLES OF THE "GOLDEN RULE.": [1243, 136, 1443, 175]
- list-item: Hunters' Handicap Steeplechase, of 50 sovs, about 2 miles ... 1 sov: [26, 1167, 253, 1187]
- list-item: Flax Mattresses 12s 6d to 25s: [1470, 586, 1563, 594]
- napier-title: NAPIER PARK RACING CLUB.: [45, 117, 234, 131]
- column-rule: [260, 48, 261, 2180]
- nb: N.B.—All Events close at 10 p.m. unless stated to the contrary.: [267, 1107, 493, 1127]
- napier-sub: WINTER MEETING, 1900.: [80, 133, 199, 144]
- first-day-date: WEDNESDAY, 20TH JUNE.: [318, 217, 442, 228]
- cook-name: A. W. COOK,: [1045, 1207, 1159, 1228]
- fit: FIT GUARANTEED.: [1537, 198, 1630, 209]
- race-item: SECOND HACK HANDICAP HURDLE RACE, of 50 sovs; second horse to receive 10 sovs from the stake. For all horses that have never won a Hurdle Race exceeding 40 sovs in value at time of nomination (hack and hunter races excepted). Nomination 1 sov; acceptance, 1 sov. 1½ mile.: [26, 653, 253, 706]
- ask: Ask your Grocer or Chemist for it.: [1270, 616, 1415, 627]
- imprint-date: SATURDAY, MAY 26, 1900.: [1520, 982, 1647, 993]
- masthead: [17, 9, 1691, 37]
- list-item: Wicker, stained and enamel 6s to 50s: [1470, 680, 1586, 688]
- list-item: Washington's 3s 6d to: [1470, 638, 1539, 647]
- cook-text: HAS For Sale 315 acres of well improved land in good order, good 7 roomed dwelling, woolshed, yards, etc., 10 miles from Takapau, price £4 10s per acre, stock at valuation. Also a good 600 acre farm, in good grass, good dwelling and every convenience, on good road, price £7 per acre, stock at valuation. Also an 80 acre Dairy Farm, good 7 roomed house, good stable and sheds, next door to Butter Factory, price £7 15s per acre.: [989, 1247, 1215, 1336]
- clothing-text: Men's Suits made to measure, splendid assortment of Tweeds. Fit and finish can't be beaten. Mens', Youths', and Boys' Suits, cheap and good.: [1470, 251, 1697, 279]
- second-day: SECOND DAY.: [105, 627, 174, 638]
- list-item: Kapoc Pillows 2s 6d to 3s 6d: [1470, 596, 1562, 605]
- clothing: CLOTHING.: [1525, 224, 1641, 246]
- race-item: 2.15 P.M.—HUNTERS' HANDICAP STEEPLECHASE, of 45 sovs; second horse to receive 5 sovs from the stake; for qualified hunters that have never won a race exceeding 40 sovs in value at time of start, hunters' races excepted; minimum weight, 11st.; gentlemen riders. Nomination 1 sov, acceptance 1 sov. About 2½ miles.: [267, 829, 493, 893]
- weights-note: WEIGHTS will be declared for the First Day's events.: [37, 1274, 225, 1283]
- divider: [1006, 1358, 1198, 1359]
- dates-title: DATES OF NOMINATIONS, WEIGHTS, AND ACCEPTANCES.: [278, 1059, 482, 1081]
- to-be-continued: (To be continued.): [1063, 674, 1141, 685]
- hudson-text: BEGS to announce that his coach every Tuesday, Thursday and Saturday for Hampden (leaving Waipawa at 12 noon), and returning from Moroney's Hotel, Waipawa, at 4 p.m. Orders or parcels left at Mr D. Pattison's, Waipawa, will receive prompt attention.: [1470, 886, 1697, 924]
- list-item: Stewards' Stakes Handicap ... 2 sovs: [26, 1349, 153, 1358]
- hawkes-bay-section: HAWKE'S BAY SECTION.: [1524, 350, 1643, 361]
- friday: FRIDAY, 22ND JUNE, 1900.: [77, 1260, 202, 1271]
- divider: [1247, 1037, 1439, 1038]
- impounded-text: On 16th May, by the Ranger.— One Dark Gelding, white star on forehead, two white spots on back, no brand visible. Also One Piebald Gelding, indistinct brand on near shoulder. Also One Bay Pony Mare, star on forehead, white mark under near side eye, no brand visible. If not claimed and expenses paid will be sold on 28th May, 1900, at 12 o'clock, noon.: [989, 1098, 1215, 1177]
- ladies: LADIES' DRESSES,: [1505, 162, 1661, 182]
- column-2: [267, 48, 493, 2180]
- race-item: HACK HANDICAP HURDLE RACE, of 50 sovs; second horse to receive 10 sovs from the stake. For all horses that have never won a Hurdle Race exceeding 40 sovs in value at time of nomination (hack and hunter races excepted). Nomination, 1 sov; acceptance 1 sov. 1½ mile.: [26, 283, 253, 336]
- vitadatio-advert: [1232, 53, 1453, 636]
- race-item: HUNTERS' HANDICAP HURDLE RACE, of 45 sovs; second horse to receive 10 sovs from the stake; nomination 1 sov; acceptance 1 sov. 1½ mile.: [26, 849, 253, 880]
- coach-sub: (Next Mr Rathbone's Store.): [1283, 656, 1402, 668]
- pattison2-sub: WAIPAWA.: [1558, 834, 1609, 845]
- letter-head: Ladysmith, Natal, S.A. 21st January, 1900.: [577, 1163, 734, 1173]
- race-item: STEWARDS' STAKES HANDICAP, of 70 sovs; second horse to receive 10 sovs from the stake. Minimum weight 8st. Nomination 1 sov, acceptance 2 sovs. 1¼ mile.: [26, 410, 253, 442]
- general-entry: (General Entry).: [346, 1180, 415, 1192]
- race-item: 2.55 P.M.—HUNT CLUB CUP STEEPLECHASE HANDICAP, of 45 sovs; second horse to receive 5 sovs from the stake. Open to qualified hunters that have never won a race exceeding 40 sovs in value (Hunters' races excepted). Minimum weight 11st. Gentlemen riders. Nomination 1 sov, acceptance 1 sov. About 2½ miles.: [267, 472, 493, 536]
- list-item: June Handicap ... 1 sov: [267, 1241, 348, 1250]
- list-item: Nurses 10s: [1470, 659, 1505, 668]
- te-aro: Te Aro Ho: [1526, 70, 1641, 99]
- divider: [1006, 1198, 1198, 1199]
- amount2: £10,000: [1341, 836, 1421, 863]
- list-item: Chairs—Austrian cane seats 6s: [1470, 606, 1568, 615]
- divider: [44, 110, 235, 111]
- goods: Any goods not in stock, a large lot of samples to choose from, LINGTON PRICES.: [1470, 306, 1697, 324]
- mintyre-text: ON and after March 1st, BREAD will be delivered in Waipawa at 3d the 2lb loaf, FOR CASH. Owing to so many bad debts I have decided to sell for CASH ONLY.: [1229, 988, 1456, 1017]
- list-item: Couches in Cretonne 35s to 85s: [1470, 743, 1570, 751]
- race-item: 12.40 P.M.—LADIES' NECKLACE, of 30 sovs (a handicap on the flat); a Necklace value 30 sovs; for four-year-olds and upwards that have never won an advertised race of any description exceeding 25 sovs in value at time of starting; gentlemen riders; horses to be nominated by ladies; minimum weight, 10st 7lb. Nomination, 1 sov; acceptance, nil. 1½ mile.: [267, 715, 493, 779]
- signature: A. T. DANVERS,: [190, 1532, 253, 1541]
- groceries: GENERAL GROCERIES, OILMEN'S STORES.: [1473, 496, 1694, 508]
- hbjc-sub: WINTER MEETING, 1900.: [320, 70, 440, 81]
